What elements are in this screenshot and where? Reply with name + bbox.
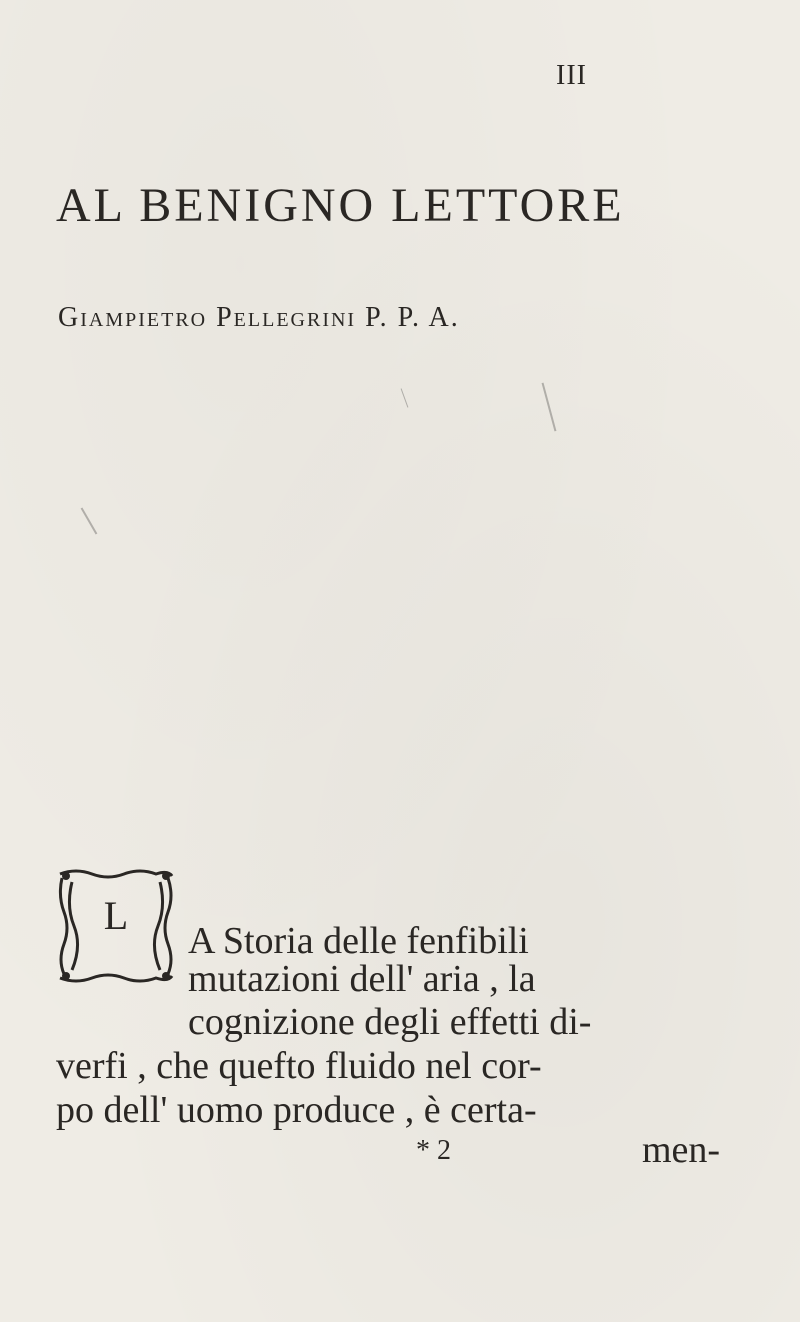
page-title: AL BENIGNO LETTORE bbox=[56, 179, 625, 232]
text-line: A Storia delle fenfibili bbox=[188, 920, 529, 962]
text-line: cognizione degli effetti di- bbox=[188, 1001, 592, 1043]
paper-mark bbox=[81, 508, 98, 535]
text-line: mutazioni dell' aria , la bbox=[188, 958, 536, 1000]
decorated-initial bbox=[56, 866, 176, 986]
initial-letter: L bbox=[103, 893, 129, 938]
page-number: III bbox=[556, 60, 587, 91]
signature-mark: * 2 bbox=[416, 1135, 451, 1166]
paper-mark bbox=[542, 383, 557, 432]
text-line: verfi , che quefto fluido nel cor- bbox=[56, 1045, 542, 1087]
paper-mark bbox=[401, 388, 409, 407]
catchword: men- bbox=[642, 1129, 721, 1171]
author-line: Giampietro Pellegrini P. P. A. bbox=[58, 302, 460, 333]
text-line: po dell' uomo produce , è certa- bbox=[56, 1089, 537, 1131]
